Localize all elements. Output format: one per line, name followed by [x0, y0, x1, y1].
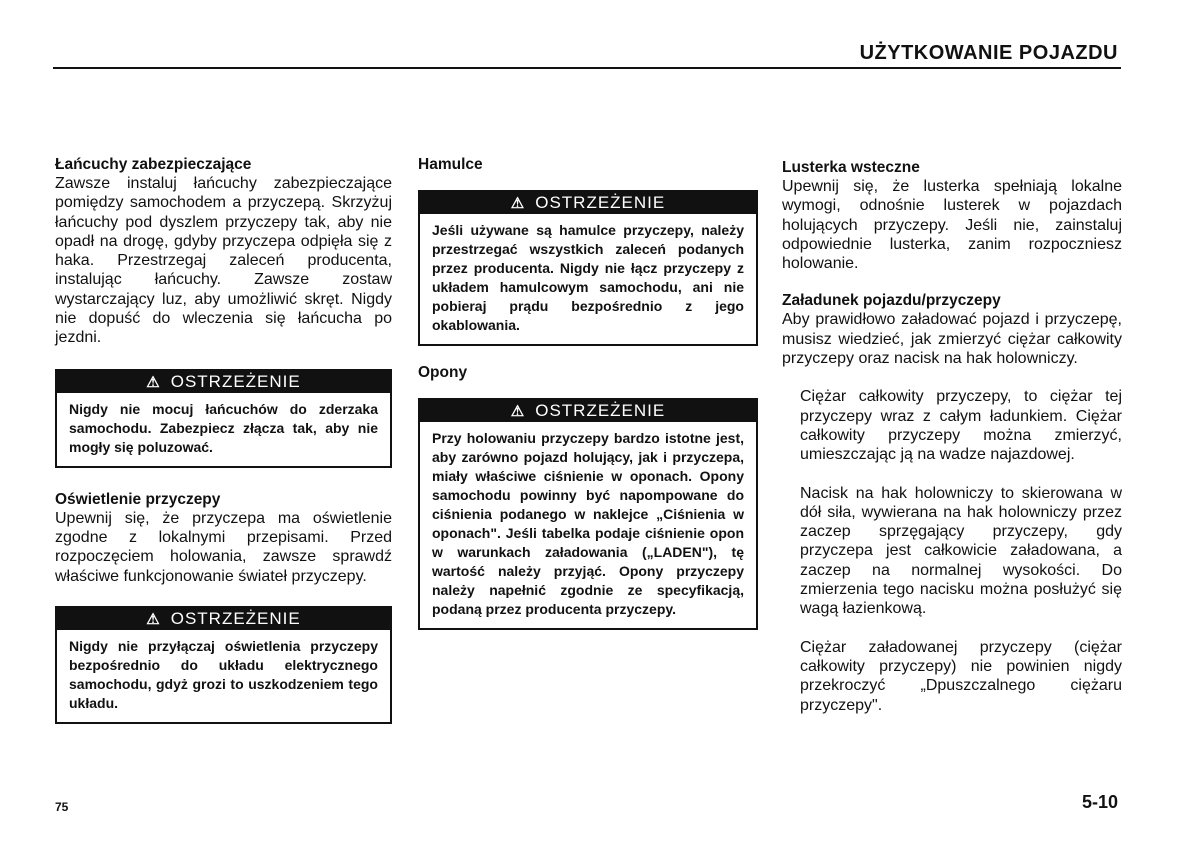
- warning-label: OSTRZEŻENIE: [535, 401, 666, 420]
- warning-header: [420, 400, 756, 422]
- warning-header: [57, 371, 390, 393]
- section-heading-brakes: Hamulce: [418, 156, 483, 173]
- column-3: [782, 155, 1122, 715]
- warning-icon: ⚠: [510, 195, 526, 212]
- warning-text: Nigdy nie przyłączaj oświetlenia przyczepy bezpośrednio do układu elektrycznego samochodu, gdyż grozi to uszkodzeniem tego układu.: [69, 637, 378, 711]
- section-text-loading: Aby prawidłowo załadować pojazd i przyczepę, musisz wiedzieć, jak zmierzyć ciężar całkowity przyczepy oraz nacisk na hak holowniczy.: [782, 311, 1122, 368]
- warning-icon: ⚠: [510, 403, 526, 420]
- section-heading-tires: Opony: [418, 364, 468, 381]
- warning-box-tires: [418, 398, 758, 630]
- header-rule: [53, 67, 1121, 69]
- section-text-safety-chains: Zawsze instaluj łańcuchy zabezpieczające pomiędzy samochodem a przyczepą. Skrzyżuj łańcuchy pod dyszlem przyczepy tak, aby nie opadł na drogę, gdyby przyczepa odpięła się z haka. Przestrzegaj zaleceń producenta, instalując łańcuchy. Zawsze zostaw wystarczający luz, aby umożliwić skręt. Nigdy nie dopuść do wleczenia się łańcucha po jezdni.: [55, 175, 392, 347]
- warning-icon: ⚠: [146, 373, 161, 391]
- paragraph-max-weight: Ciężar załadowanej przyczepy (ciężar całkowity przyczepy) nie powinien nigdy przekroczyć „Dpuszczalnego ciężaru przyczepy".: [800, 638, 1122, 714]
- warning-header: [420, 192, 756, 214]
- warning-box-brakes: [418, 190, 758, 346]
- warning-text: Nigdy nie mocuj łańcuchów do zderzaka samochodu. Zabezpiecz złącza tak, aby nie mogły się poluzować.: [69, 400, 378, 455]
- page-number-left: 75: [55, 800, 69, 814]
- column-1: [55, 155, 392, 724]
- paragraph-tongue-load: Nacisk na hak holowniczy to skierowana w dół siła, wywierana na hak holowniczy przez zaczep sprzęgający przyczepy, gdy przyczepa jest całkowicie załadowana, a zaczep na normalnej wysokości. Do zmierzenia tego nacisku można posłużyć się wagą łazienkową.: [800, 484, 1122, 618]
- section-text-trailer-lights: Upewnij się, że przyczepa ma oświetlenie zgodne z lokalnymi przepisami. Przed rozpoczęciem holowania, zawsze sprawdź właściwe funkcjonowanie świateł przyczepy.: [55, 509, 392, 585]
- column-2: [418, 155, 758, 630]
- paragraph-gross-weight: Ciężar całkowity przyczepy, to ciężar tej przyczepy wraz z całym ładunkiem. Ciężar całkowity przyczepy można zmierzyć, umieszczając ją na wadze najazdowej.: [800, 388, 1122, 464]
- warning-label: OSTRZEŻENIE: [170, 608, 301, 628]
- warning-label: OSTRZEŻENIE: [535, 193, 666, 212]
- page-header-title: UŻYTKOWANIE POJAZDU: [859, 42, 1118, 64]
- section-text-mirrors: Upewnij się, że lusterka spełniają lokalne wymogi, odnośnie lusterek w pojazdach holujących przyczepy. Jeśli nie, zainstaluj odpowiednie lusterka, zanim rozpoczniesz holowanie.: [782, 178, 1122, 273]
- warning-box-lights: [55, 606, 392, 724]
- warning-text: Jeśli używane są hamulce przyczepy, należy przestrzegać wszystkich zaleceń podanych przez producenta. Nigdy nie łącz przyczepy z układem hamulcowym samochodu, ani nie pobieraj prądu bezpośrednio z jego okablowania.: [432, 222, 744, 333]
- section-heading-safety-chains: Łańcuchy zabezpieczające: [55, 156, 252, 173]
- warning-box-chains: [55, 369, 392, 468]
- warning-icon: ⚠: [146, 610, 161, 628]
- section-heading-mirrors: Lusterka wsteczne: [782, 159, 920, 176]
- section-heading-loading: Załadunek pojazdu/przyczepy: [782, 292, 1001, 310]
- warning-header: [57, 608, 390, 630]
- section-heading-trailer-lights: Oświetlenie przyczepy: [55, 490, 221, 508]
- warning-label: OSTRZEŻENIE: [170, 371, 301, 391]
- warning-text: Przy holowaniu przyczepy bardzo istotne jest, aby zarówno pojazd holujący, jak i przyczepa, miały właściwe ciśnienie w oponach. Opony samochodu powinny być napompowane do ciśnienia podanego w naklejce „Ciśnienia w oponach". Jeśli tabelka podaje ciśnienie opon w warunkach załadowania („LADEN"), tę wartość należy przyjąć. Opony przyczepy należy napełnić zgodnie ze specyfikacją, podaną przez producenta przyczepy.: [432, 430, 744, 617]
- page-number-right: 5-10: [1081, 792, 1118, 812]
